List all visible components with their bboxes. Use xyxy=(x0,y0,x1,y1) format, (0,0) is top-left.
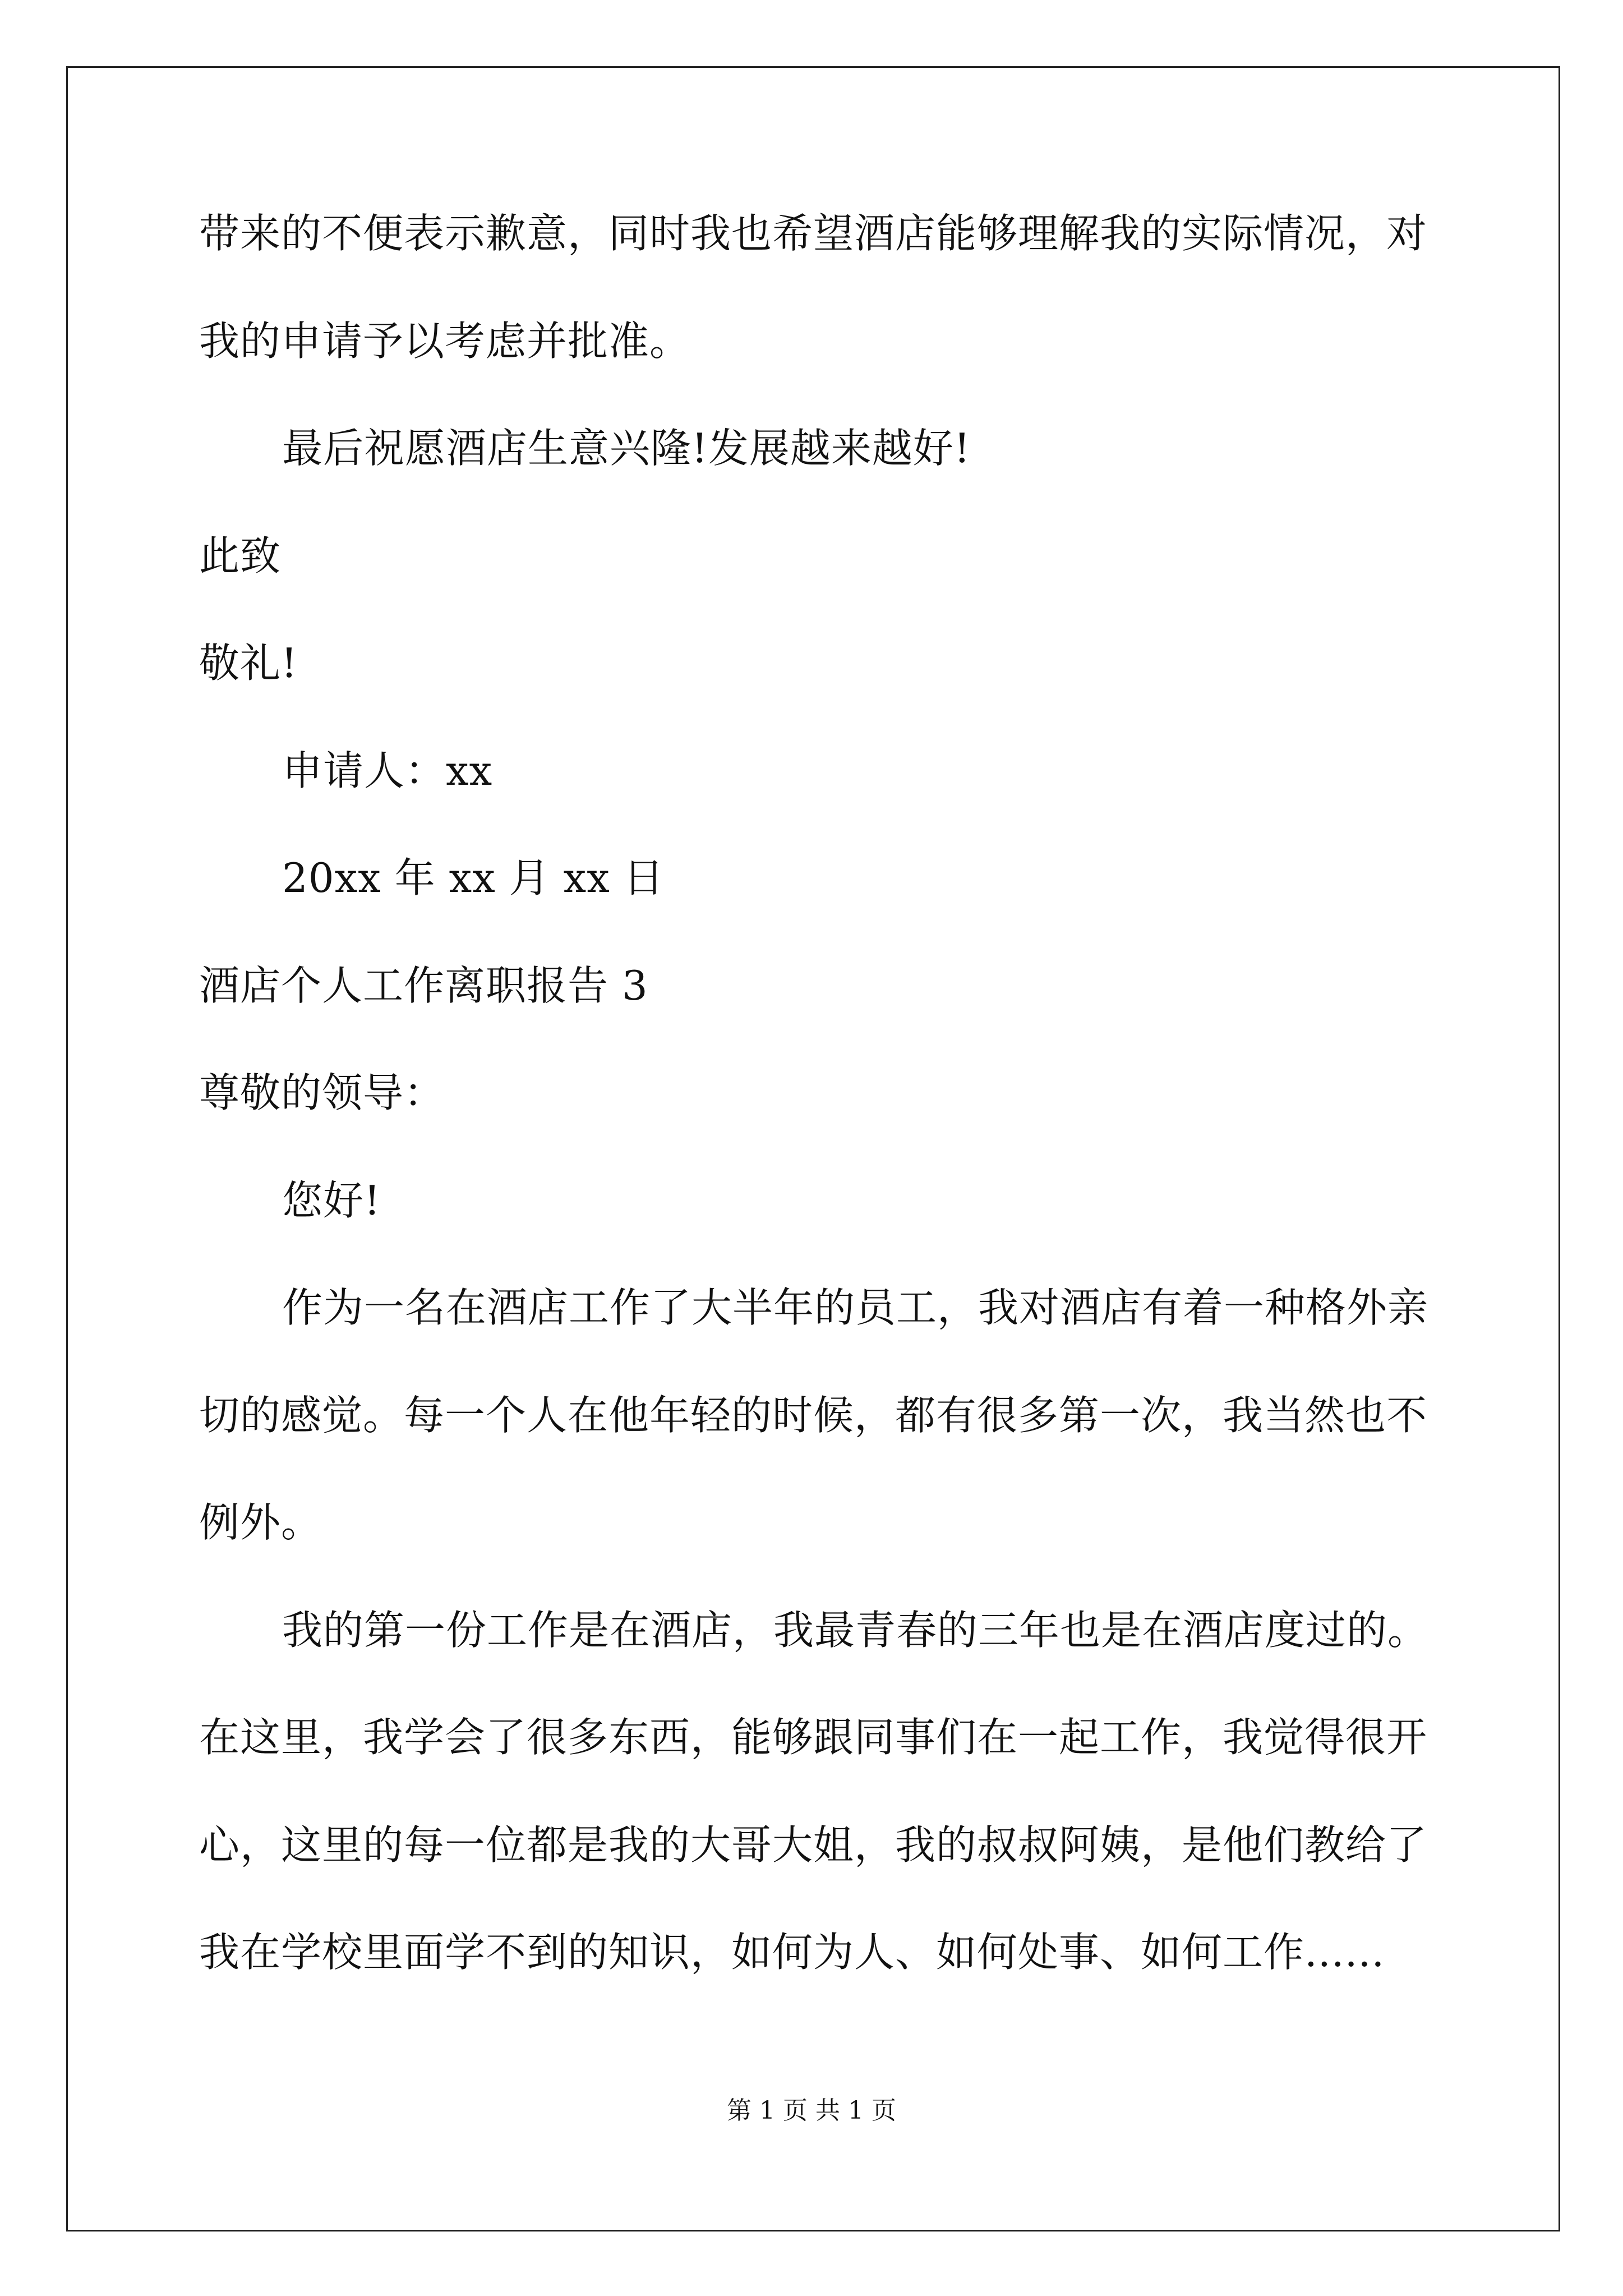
paragraph-line: 我的第一份工作是在酒店，我最青春的三年也是在酒店度过的。 xyxy=(282,1606,1429,1654)
text-line: 我的申请予以考虑并批准。 xyxy=(199,317,691,365)
paragraph-line: 心，这里的每一位都是我的大哥大姐，我的叔叔阿姨，是他们教给了 xyxy=(199,1821,1428,1869)
document-body xyxy=(199,210,1438,2040)
page-footer: 第 1 页 共 1 页 xyxy=(727,2096,896,2125)
salutation-closing: 此致 xyxy=(199,532,282,579)
paragraph-line: 例外。 xyxy=(199,1499,322,1546)
paragraph-line: 作为一名在酒店工作了大半年的员工，我对酒店有着一种格外亲 xyxy=(282,1284,1429,1331)
section-title: 酒店个人工作离职报告 3 xyxy=(199,961,648,1009)
paragraph-line: 切的感觉。每一个人在他年轻的时候，都有很多第一次，我当然也不 xyxy=(199,1391,1428,1439)
closing-wish: 最后祝愿酒店生意兴隆!发展越来越好! xyxy=(282,425,971,472)
applicant-signature: 申请人：xx xyxy=(282,747,493,794)
paragraph-line: 我在学校里面学不到的知识，如何为人、如何处事、如何工作...... xyxy=(199,1929,1385,1976)
text-line: 带来的不便表示歉意，同时我也希望酒店能够理解我的实际情况，对 xyxy=(199,210,1428,257)
greeting-recipient: 尊敬的领导： xyxy=(199,1069,445,1116)
greeting-hello: 您好! xyxy=(282,1176,381,1224)
date-line: 20xx 年 xx 月 xx 日 xyxy=(282,854,665,901)
salutation-regards: 敬礼! xyxy=(199,639,298,687)
paragraph-line: 在这里，我学会了很多东西，能够跟同事们在一起工作，我觉得很开 xyxy=(199,1714,1428,1761)
